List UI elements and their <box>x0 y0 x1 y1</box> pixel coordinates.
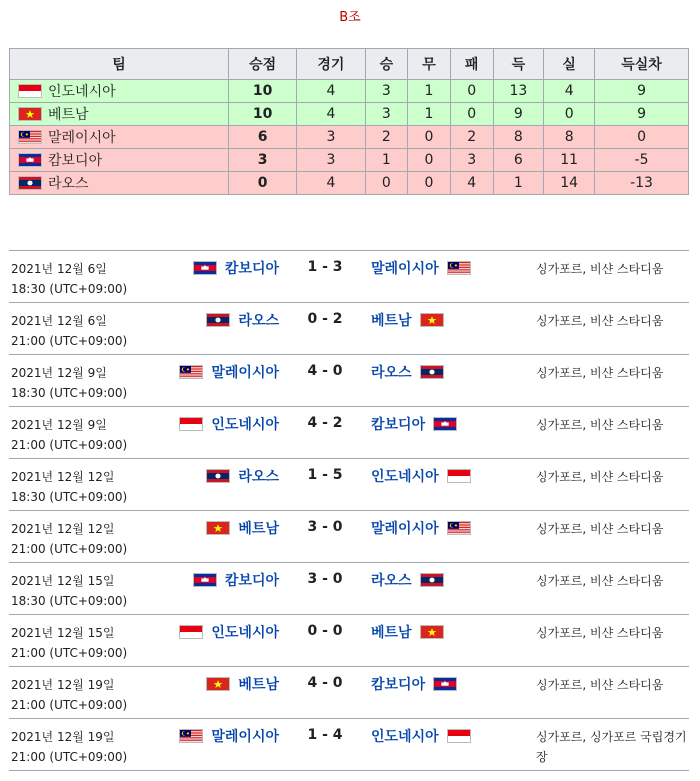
home-team <box>179 362 279 382</box>
home-team-name[interactable]: 캄보디아 <box>224 261 279 277</box>
laos-flag-icon <box>420 365 444 379</box>
laos-flag-icon <box>18 176 42 190</box>
played-cell: 4 <box>297 172 365 195</box>
match-venue[interactable]: 싱가포르, 비샨 스타디움 <box>536 678 664 692</box>
match-venue[interactable]: 싱가포르, 싱가포르 국립경기장 <box>536 730 687 764</box>
away-team-name[interactable]: 라오스 <box>371 573 412 589</box>
away-team-name[interactable]: 인도네시아 <box>371 729 439 745</box>
team-name[interactable]: 인도네시아 <box>48 84 116 100</box>
malaysia-flag-icon <box>18 130 42 144</box>
away-team <box>371 362 444 382</box>
goals-against-cell: 14 <box>544 172 595 195</box>
cambodia-flag-icon <box>433 677 457 691</box>
won-cell: 1 <box>365 149 408 172</box>
header-lost: 패 <box>450 49 493 80</box>
home-team <box>179 622 279 642</box>
goals-for-cell: 6 <box>493 149 544 172</box>
match-score[interactable]: 4 - 0 <box>307 363 343 379</box>
match-venue[interactable]: 싱가포르, 비샨 스타디움 <box>536 574 664 588</box>
won-cell: 3 <box>365 80 408 103</box>
match-score[interactable]: 4 - 2 <box>307 415 343 431</box>
lost-cell: 4 <box>450 172 493 195</box>
away-team-name[interactable]: 말레이시아 <box>371 261 439 277</box>
match-score[interactable]: 0 - 0 <box>307 623 343 639</box>
match-venue[interactable]: 싱가포르, 비샨 스타디움 <box>536 366 664 380</box>
header-won: 승 <box>365 49 408 80</box>
away-team <box>371 414 457 434</box>
lost-cell: 2 <box>450 126 493 149</box>
team-name[interactable]: 라오스 <box>48 176 89 192</box>
match-score[interactable]: 1 - 3 <box>307 259 343 275</box>
match-time: 21:00 (UTC+09:00) <box>11 334 128 348</box>
points-cell: 6 <box>229 126 297 149</box>
match-time: 18:30 (UTC+09:00) <box>11 490 128 504</box>
malaysia-flag-icon <box>179 729 203 743</box>
standings-row <box>10 126 689 149</box>
home-team <box>206 466 279 486</box>
match-time: 21:00 (UTC+09:00) <box>11 646 128 660</box>
goals-against-cell: 8 <box>544 126 595 149</box>
goal-difference-cell: 9 <box>595 103 689 126</box>
lost-cell: 0 <box>450 80 493 103</box>
points-cell: 10 <box>229 80 297 103</box>
standings-table <box>9 48 689 195</box>
match-time: 18:30 (UTC+09:00) <box>11 282 128 296</box>
cambodia-flag-icon <box>18 153 42 167</box>
away-team <box>371 466 471 486</box>
away-team <box>371 622 444 642</box>
home-team-name[interactable]: 캄보디아 <box>224 573 279 589</box>
goals-against-cell: 11 <box>544 149 595 172</box>
match-row <box>9 719 689 771</box>
header-played: 경기 <box>297 49 365 80</box>
played-cell: 4 <box>297 103 365 126</box>
team-cell <box>10 172 229 195</box>
goals-for-cell: 9 <box>493 103 544 126</box>
match-score[interactable]: 1 - 4 <box>307 727 343 743</box>
vietnam-flag-icon <box>18 107 42 121</box>
match-date: 2021년 12월 15일 <box>11 626 115 640</box>
match-row <box>9 511 689 563</box>
away-team-name[interactable]: 인도네시아 <box>371 469 439 485</box>
header-goal-difference: 득실차 <box>595 49 689 80</box>
home-team <box>193 258 279 278</box>
goal-difference-cell: 0 <box>595 126 689 149</box>
group-title: B조 <box>339 10 361 25</box>
laos-flag-icon <box>420 573 444 587</box>
match-venue[interactable]: 싱가포르, 비샨 스타디움 <box>536 470 664 484</box>
match-date: 2021년 12월 12일 <box>11 470 115 484</box>
played-cell: 3 <box>297 149 365 172</box>
drawn-cell: 1 <box>408 103 451 126</box>
won-cell: 3 <box>365 103 408 126</box>
match-date: 2021년 12월 9일 <box>11 418 107 432</box>
malaysia-flag-icon <box>179 365 203 379</box>
points-cell: 10 <box>229 103 297 126</box>
match-score[interactable]: 0 - 2 <box>307 311 343 327</box>
goals-for-cell: 1 <box>493 172 544 195</box>
team-cell <box>10 149 229 172</box>
goal-difference-cell: -13 <box>595 172 689 195</box>
match-venue[interactable]: 싱가포르, 비샨 스타디움 <box>536 314 664 328</box>
away-team-name[interactable]: 라오스 <box>371 365 412 381</box>
vietnam-flag-icon <box>420 625 444 639</box>
header-goals-against: 실 <box>544 49 595 80</box>
cambodia-flag-icon <box>433 417 457 431</box>
played-cell: 3 <box>297 126 365 149</box>
goal-difference-cell: -5 <box>595 149 689 172</box>
header-goals-for: 득 <box>493 49 544 80</box>
away-team <box>371 258 471 278</box>
team-cell <box>10 80 229 103</box>
standings-row <box>10 80 689 103</box>
goals-for-cell: 8 <box>493 126 544 149</box>
header-points: 승점 <box>229 49 297 80</box>
home-team-name[interactable]: 인도네시아 <box>211 417 279 433</box>
laos-flag-icon <box>206 313 230 327</box>
home-team <box>206 310 279 330</box>
home-team <box>206 674 279 694</box>
match-venue[interactable]: 싱가포르, 비샨 스타디움 <box>536 418 664 432</box>
header-drawn: 무 <box>408 49 451 80</box>
match-datetime <box>11 311 127 351</box>
header-team: 팀 <box>10 49 229 80</box>
team-name[interactable]: 말레이시아 <box>48 130 116 146</box>
laos-flag-icon <box>206 469 230 483</box>
away-team <box>371 310 444 330</box>
team-name[interactable]: 캄보디아 <box>48 153 103 169</box>
drawn-cell: 1 <box>408 80 451 103</box>
match-venue[interactable]: 싱가포르, 비샨 스타디움 <box>536 262 664 276</box>
standings-header-row <box>10 49 689 80</box>
home-team-name[interactable]: 말레이시아 <box>211 729 279 745</box>
match-time: 18:30 (UTC+09:00) <box>11 594 128 608</box>
match-row <box>9 667 689 719</box>
away-team-name[interactable]: 베트남 <box>371 625 412 641</box>
home-team-name[interactable]: 말레이시아 <box>211 365 279 381</box>
match-row <box>9 251 689 303</box>
match-date: 2021년 12월 9일 <box>11 366 107 380</box>
home-team <box>179 726 279 746</box>
goals-against-cell: 0 <box>544 103 595 126</box>
lost-cell: 0 <box>450 103 493 126</box>
cambodia-flag-icon <box>193 573 217 587</box>
vietnam-flag-icon <box>206 521 230 535</box>
drawn-cell: 0 <box>408 126 451 149</box>
match-datetime <box>11 675 127 715</box>
vietnam-flag-icon <box>206 677 230 691</box>
match-date: 2021년 12월 19일 <box>11 730 115 744</box>
match-score[interactable]: 3 - 0 <box>307 571 343 587</box>
home-team-name[interactable]: 인도네시아 <box>211 625 279 641</box>
malaysia-flag-icon <box>447 521 471 535</box>
standings-row <box>10 172 689 195</box>
match-row <box>9 563 689 615</box>
away-team <box>371 726 471 746</box>
vietnam-flag-icon <box>420 313 444 327</box>
match-datetime <box>11 571 127 611</box>
away-team-name[interactable]: 베트남 <box>371 313 412 329</box>
standings-row <box>10 149 689 172</box>
away-team <box>371 570 444 590</box>
match-time: 21:00 (UTC+09:00) <box>11 750 128 764</box>
home-team-name[interactable]: 라오스 <box>238 469 279 485</box>
match-score[interactable]: 3 - 0 <box>307 519 343 535</box>
won-cell: 2 <box>365 126 408 149</box>
home-team-name[interactable]: 베트남 <box>238 521 279 537</box>
match-time: 21:00 (UTC+09:00) <box>11 698 128 712</box>
match-datetime <box>11 259 127 299</box>
away-team-name[interactable]: 캄보디아 <box>371 417 426 433</box>
goals-against-cell: 4 <box>544 80 595 103</box>
lost-cell: 3 <box>450 149 493 172</box>
home-team <box>193 570 279 590</box>
match-datetime <box>11 415 127 455</box>
match-datetime <box>11 467 127 507</box>
match-list <box>9 250 689 771</box>
goal-difference-cell: 9 <box>595 80 689 103</box>
match-venue[interactable]: 싱가포르, 비샨 스타디움 <box>536 626 664 640</box>
indonesia-flag-icon <box>179 625 203 639</box>
played-cell: 4 <box>297 80 365 103</box>
match-date: 2021년 12월 19일 <box>11 678 115 692</box>
match-row <box>9 407 689 459</box>
match-row <box>9 615 689 667</box>
match-score[interactable]: 4 - 0 <box>307 675 343 691</box>
match-datetime <box>11 363 127 403</box>
home-team-name[interactable]: 베트남 <box>238 677 279 693</box>
home-team-name[interactable]: 라오스 <box>238 313 279 329</box>
match-row <box>9 355 689 407</box>
team-cell <box>10 126 229 149</box>
won-cell: 0 <box>365 172 408 195</box>
indonesia-flag-icon <box>18 84 42 98</box>
match-score[interactable]: 1 - 5 <box>307 467 343 483</box>
team-cell <box>10 103 229 126</box>
home-team <box>206 518 279 538</box>
match-row <box>9 459 689 511</box>
match-datetime <box>11 623 127 663</box>
cambodia-flag-icon <box>193 261 217 275</box>
drawn-cell: 0 <box>408 149 451 172</box>
match-date: 2021년 12월 6일 <box>11 262 107 276</box>
match-datetime <box>11 519 127 559</box>
away-team <box>371 674 457 694</box>
away-team-name[interactable]: 캄보디아 <box>371 677 426 693</box>
match-datetime <box>11 727 127 767</box>
match-row <box>9 303 689 355</box>
points-cell: 0 <box>229 172 297 195</box>
away-team-name[interactable]: 말레이시아 <box>371 521 439 537</box>
match-time: 18:30 (UTC+09:00) <box>11 386 128 400</box>
away-team <box>371 518 471 538</box>
points-cell: 3 <box>229 149 297 172</box>
team-name[interactable]: 베트남 <box>48 107 89 123</box>
match-date: 2021년 12월 6일 <box>11 314 107 328</box>
indonesia-flag-icon <box>447 469 471 483</box>
drawn-cell: 0 <box>408 172 451 195</box>
home-team <box>179 414 279 434</box>
match-venue[interactable]: 싱가포르, 비샨 스타디움 <box>536 522 664 536</box>
goals-for-cell: 13 <box>493 80 544 103</box>
match-time: 21:00 (UTC+09:00) <box>11 542 128 556</box>
match-date: 2021년 12월 12일 <box>11 522 115 536</box>
match-date: 2021년 12월 15일 <box>11 574 115 588</box>
match-time: 21:00 (UTC+09:00) <box>11 438 128 452</box>
indonesia-flag-icon <box>179 417 203 431</box>
indonesia-flag-icon <box>447 729 471 743</box>
malaysia-flag-icon <box>447 261 471 275</box>
standings-row <box>10 103 689 126</box>
